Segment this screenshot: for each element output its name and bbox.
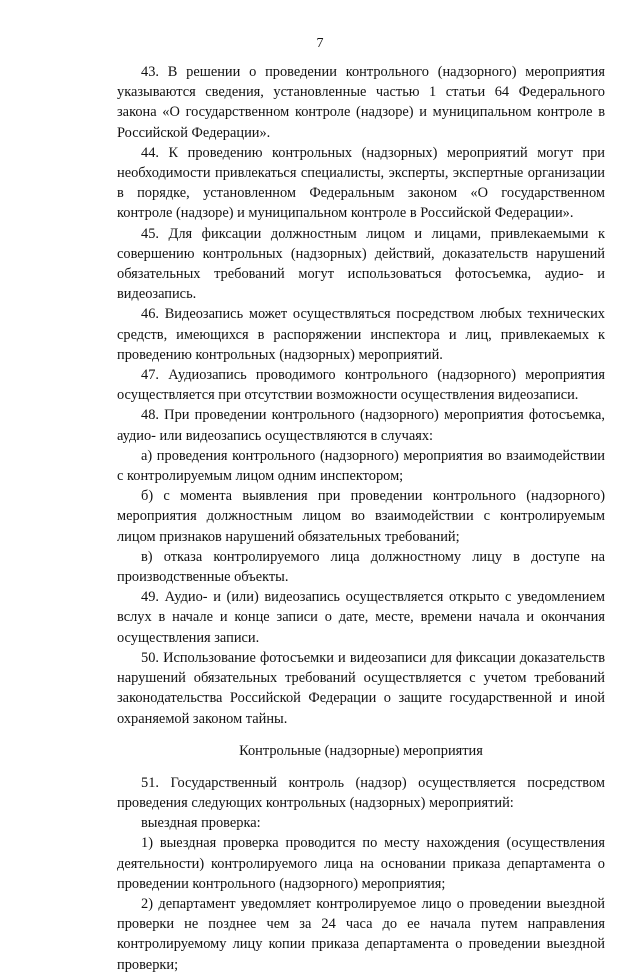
paragraph-50: 50. Использование фотосъемки и видеозаписи для фиксации доказательств нарушений обязательных требований осуществляется с учетом требований законодательства Российской Федерации о защите государственной и иной охраняемой законом тайны. bbox=[117, 649, 605, 727]
paragraph-item-2: 2) департамент уведомляет контролируемое лицо о проведении выездной проверки не позднее чем за 24 часа до ее начала путем направления контролируемому лицу копии приказа департамента о проведении выездной проверки; bbox=[117, 895, 605, 973]
paragraph-item-1: 1) выездная проверка проводится по месту нахождения (осуществления деятельности) контролируемого лица на основании приказа департамента о проведении контрольного (надзорного) мероприятия; bbox=[117, 835, 605, 892]
paragraph-43: 43. В решении о проведении контрольного (надзорного) мероприятия указываются сведения, установленные частью 1 статьи 64 Федерального закона «О государственном контроле (надзоре) и муниципальном контроле в Российской Федерации». bbox=[117, 64, 605, 141]
paragraph-onsite-inspection: выездная проверка: bbox=[141, 815, 261, 832]
paragraph-45: 45. Для фиксации должностным лицом и лицами, привлекаемыми к совершению контрольных (надзорных) действий, доказательств нарушений обязательных требований могут использоваться фотосъемка, аудио- и видеозапись. bbox=[117, 225, 605, 303]
section-heading: Контрольные (надзорные) мероприятия bbox=[239, 742, 483, 759]
paragraph-51: 51. Государственный контроль (надзор) осуществляется посредством проведения следующих контрольных (надзорных) мероприятий: bbox=[117, 774, 605, 811]
document-body bbox=[117, 62, 605, 975]
paragraph-48-item-a: а) проведения контрольного (надзорного) мероприятия во взаимодействии с контролируемым лицом одним инспектором; bbox=[117, 447, 605, 485]
paragraph-48: 48. При проведении контрольного (надзорного) мероприятия фотосъемка, аудио- или видеозапись осуществляются в случаях: bbox=[117, 407, 605, 444]
paragraph-46: 46. Видеозапись может осуществляться посредством любых технических средств, имеющихся в распоряжении инспектора и лиц, привлекаемых к проведению контрольных (надзорных) мероприятий. bbox=[117, 306, 605, 363]
paragraph-47: 47. Аудиозапись проводимого контрольного (надзорного) мероприятия осуществляется при отсутствии возможности осуществления видеозаписи. bbox=[117, 367, 605, 404]
paragraph-44: 44. К проведению контрольных (надзорных) мероприятий могут при необходимости привлекаться специалисты, эксперты, экспертные организации в порядке, установленном Федеральным законом «О государственном контроле (надзоре) и муниципальном контроле в Российской Федерации». bbox=[117, 144, 605, 222]
paragraph-48-item-b: б) с момента выявления при проведении контрольного (надзорного) мероприятия должностным лицом во взаимодействии с контролируемым лицом признаков нарушений обязательных требований; bbox=[117, 488, 605, 545]
page-number: 7 bbox=[316, 36, 324, 51]
paragraph-48-item-c: в) отказа контролируемого лица должностному лицу в доступе на производственные объекты. bbox=[117, 548, 605, 586]
paragraph-49: 49. Аудио- и (или) видеозапись осуществляется открыто с уведомлением вслух в начале и конце записи о дате, месте, времени начала и окончания осуществления записи. bbox=[117, 589, 605, 646]
